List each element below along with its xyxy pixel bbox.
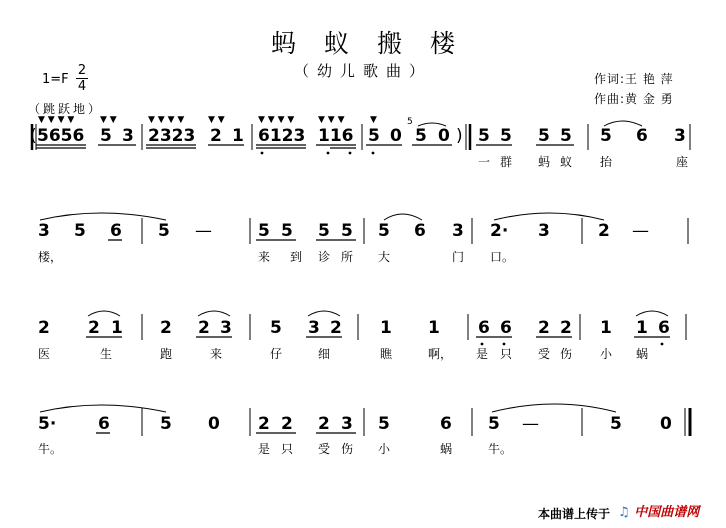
site-logo-icon: ♫	[618, 505, 630, 520]
note: 5	[415, 126, 427, 146]
accent-marks	[38, 115, 377, 125]
note: 6123	[258, 126, 306, 146]
lyric: 医	[38, 347, 51, 361]
lyric: 口。	[490, 250, 515, 264]
note: 5	[258, 221, 270, 241]
note: 2	[281, 414, 293, 434]
time-signature-bottom: 4	[77, 79, 87, 94]
lyric: 是	[258, 442, 271, 456]
note: 2	[258, 414, 270, 434]
lyric: 啊，	[428, 347, 453, 361]
note: 2	[318, 414, 330, 434]
lyric: 生	[100, 347, 113, 361]
note: 2	[198, 318, 210, 338]
lyrics-row-4	[38, 441, 512, 456]
note: 5·	[38, 414, 57, 434]
lyric: 小	[600, 347, 613, 361]
svg-text:▼ ▼ ▼ ▼: ▼ ▼ ▼ ▼	[148, 115, 185, 125]
note: 2	[88, 318, 100, 338]
composer-credit: 作曲:黄 金 勇	[594, 92, 674, 106]
lyric: 蚂	[538, 155, 551, 169]
svg-text:▼ ▼: ▼ ▼	[100, 115, 117, 125]
note: —	[195, 221, 212, 241]
note: 5	[538, 126, 550, 146]
lyric: 来	[258, 250, 271, 264]
note: 6	[658, 318, 670, 338]
note: 3	[122, 126, 134, 146]
lyric: 来	[210, 347, 223, 361]
note: 5	[560, 126, 572, 146]
lyric: 受	[318, 442, 331, 456]
score-row-1	[30, 115, 690, 154]
note: 2	[38, 318, 50, 338]
lyric: 只	[281, 442, 294, 456]
site-logo-text: 中国曲谱网	[634, 505, 700, 520]
note: 5	[610, 414, 622, 434]
lyric: 跑	[160, 347, 173, 361]
note: 0	[208, 414, 220, 434]
note: 3	[452, 221, 464, 241]
note: 5	[488, 414, 500, 434]
lyric: 一	[478, 155, 491, 169]
song-title: 蚂蚁搬楼	[270, 29, 483, 58]
note: 3	[220, 318, 232, 338]
note: 116	[318, 126, 354, 146]
lyric: 门	[452, 250, 465, 264]
lyric: 群	[500, 155, 513, 169]
note: 0	[660, 414, 672, 434]
note: —	[522, 414, 539, 434]
note: 6	[500, 318, 512, 338]
note: 5	[281, 221, 293, 241]
note: 1	[600, 318, 612, 338]
note: 6	[98, 414, 110, 434]
note: 5	[478, 126, 490, 146]
grace-note: 5	[407, 117, 413, 127]
note: 5	[341, 221, 353, 241]
note: 3	[341, 414, 353, 434]
score-row-3	[38, 311, 686, 345]
note: 5	[378, 414, 390, 434]
svg-text:▼ ▼ ▼ ▼: ▼ ▼ ▼ ▼	[258, 115, 295, 125]
note: 1	[636, 318, 648, 338]
footer-upload-text: 本曲谱上传于	[538, 507, 611, 521]
lyric: 受	[538, 347, 551, 361]
tempo-marking: （跳跃地）	[28, 102, 104, 116]
note: 2	[538, 318, 550, 338]
note: 5	[74, 221, 86, 241]
note: 5	[378, 221, 390, 241]
time-signature-top: 2	[77, 63, 87, 78]
note: 3	[538, 221, 550, 241]
note: 5	[368, 126, 380, 146]
note: 2	[330, 318, 342, 338]
lyrics-row-2	[38, 249, 514, 264]
note: 1	[428, 318, 440, 338]
score-row-4	[38, 404, 690, 436]
note: 3	[674, 126, 686, 146]
note: 3	[38, 221, 50, 241]
lyric: 仔	[270, 347, 283, 361]
note: 6	[478, 318, 490, 338]
lyric: 是	[476, 347, 489, 361]
lyric: 小	[378, 442, 391, 456]
note: 5	[100, 126, 112, 146]
lyric: 蚁	[560, 155, 573, 169]
lyric: 牛。	[488, 442, 513, 456]
lyrics-row-3	[38, 346, 648, 361]
note: 2·	[490, 221, 509, 241]
svg-text:▼ ▼ ▼: ▼ ▼ ▼	[318, 115, 345, 125]
lyric: 座	[676, 155, 689, 169]
svg-text:▼ ▼ ▼ ▼: ▼ ▼ ▼ ▼	[38, 115, 75, 125]
lyric: 牛。	[38, 442, 63, 456]
note: 5	[158, 221, 170, 241]
note: 5	[318, 221, 330, 241]
lyric: 所	[341, 250, 354, 264]
note: 6	[440, 414, 452, 434]
lyric: 细	[318, 347, 331, 361]
note: 0	[438, 126, 450, 146]
note: 5	[270, 318, 282, 338]
note: 1	[111, 318, 123, 338]
note: 1	[232, 126, 244, 146]
lyricist-credit: 作词:王 艳 萍	[594, 72, 674, 86]
lyric: 楼，	[38, 250, 63, 264]
note: 2	[560, 318, 572, 338]
lyric: 瞧	[380, 347, 393, 361]
song-subtitle: （幼儿歌曲）	[293, 62, 432, 80]
note: 2	[598, 221, 610, 241]
site-logo[interactable]	[618, 501, 699, 520]
note: 6	[110, 221, 122, 241]
lyric: 诊	[318, 250, 331, 264]
note: 2	[210, 126, 222, 146]
opening-paren: (	[30, 126, 37, 146]
lyric: 到	[290, 250, 303, 264]
key-signature: 1=F	[42, 72, 69, 87]
lyric: 只	[500, 347, 513, 361]
note: 3	[308, 318, 320, 338]
svg-text:▼: ▼	[370, 115, 377, 125]
note: 1	[380, 318, 392, 338]
lyric: 伤	[341, 442, 354, 456]
lyrics-row-1	[478, 154, 688, 169]
lyric: 大	[378, 250, 391, 264]
note: 5	[600, 126, 612, 146]
lyric: 伤	[560, 347, 573, 361]
note: 2	[160, 318, 172, 338]
note: 6	[414, 221, 426, 241]
note: 5656	[37, 126, 85, 146]
closing-paren: )	[456, 126, 463, 146]
note: 6	[636, 126, 648, 146]
svg-text:▼ ▼: ▼ ▼	[208, 115, 225, 125]
note: 2323	[148, 126, 196, 146]
lyric: 蜗	[636, 347, 649, 361]
note: 5	[500, 126, 512, 146]
score-row-2	[38, 213, 688, 244]
note: 5	[160, 414, 172, 434]
note: —	[632, 221, 649, 241]
note: 0	[390, 126, 402, 146]
lyric: 蜗	[440, 442, 453, 456]
lyric: 抬	[600, 155, 613, 169]
